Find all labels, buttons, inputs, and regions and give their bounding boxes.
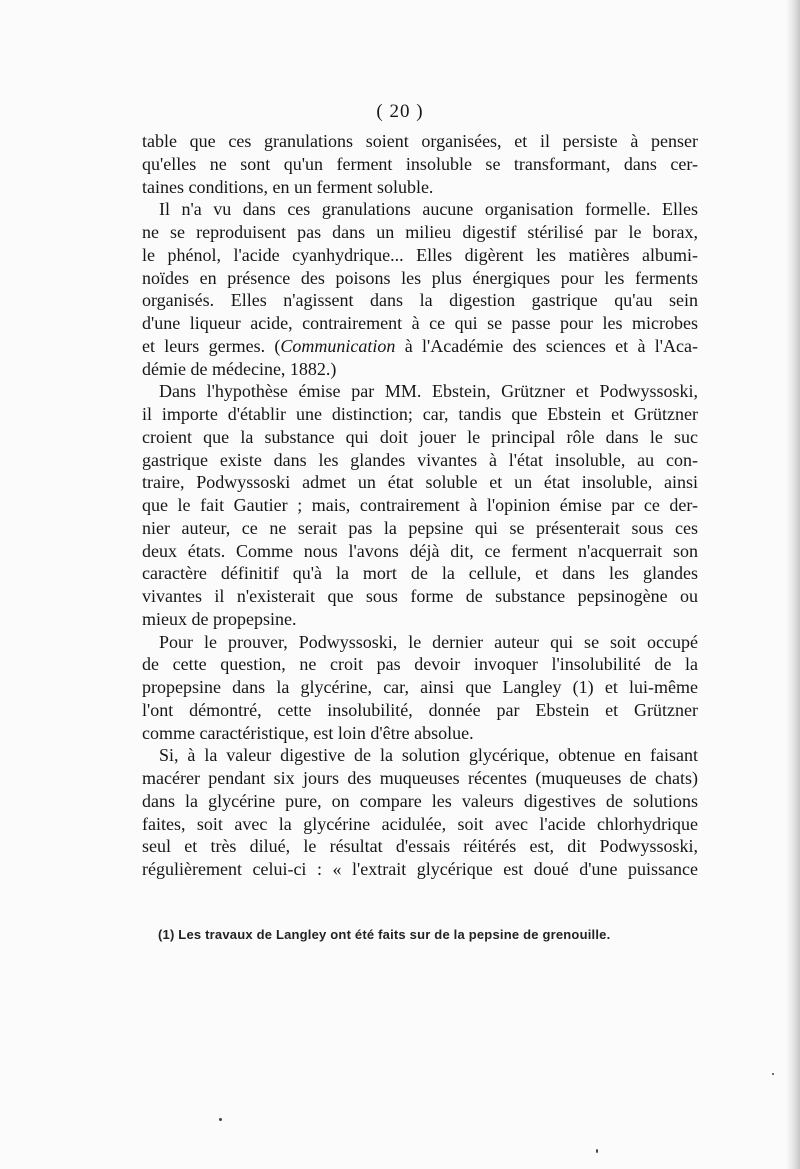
text-line: comme caractéristique, est loin d'être absolue. [142, 722, 474, 743]
text-line: l'ont démontré, cette insolubilité, donnée par Ebstein et Grützner [142, 699, 698, 720]
italic-word: Communication [280, 335, 396, 356]
text-line: Dans l'hypothèse émise par MM. Ebstein, Grützner et Podwyssoski, [159, 381, 698, 402]
text-line: Si, à la valeur digestive de la solution glycérique, obtenue en faisant [159, 745, 698, 766]
page-number: ( 20 ) [376, 101, 424, 122]
text-line: organisés. Elles n'agissent dans la digestion gastrique qu'au sein [142, 290, 698, 311]
text-line: propepsine dans la glycérine, car, ainsi que Langley (1) et lui-même [142, 677, 698, 697]
text-line: ne se reproduisent pas dans un milieu digestif stérilisé par le borax, [142, 222, 698, 242]
text-line: Il n'a vu dans ces granulations aucune organisation formelle. Elles [159, 199, 698, 220]
page-edge-shadow [786, 0, 800, 1169]
paragraph-5 [142, 744, 698, 881]
text-line: nier auteur, ce ne serait pas la pepsine qui se présenterait sous ces [142, 517, 698, 538]
paragraph-4 [142, 631, 698, 745]
text-line: de cette question, ne croit pas devoir invoquer l'insolubilité de la [142, 654, 698, 675]
paper-speck [772, 1073, 774, 1075]
text-line: seul et très dilué, le résultat d'essais réitérés est, dit Podwyssoski, [142, 836, 698, 857]
text-line: il importe d'établir une distinction; car, tandis que Ebstein et Grützner [142, 404, 698, 424]
text-line: vivantes il n'existerait que sous forme de substance pepsinogène ou [142, 586, 698, 606]
paragraph-2 [142, 198, 698, 380]
text-line: deux états. Comme nous l'avons déjà dit, ce ferment n'acquerrait son [142, 540, 698, 561]
paragraph-3 [142, 380, 698, 630]
text-line: que le fait Gautier ; mais, contrairement à l'opinion émise par ce der- [142, 495, 698, 515]
text-line: faites, soit avec la glycérine acidulée, soit avec l'acide chlorhydrique [142, 813, 698, 834]
paper-speck [219, 1118, 222, 1121]
text-line: noïdes en présence des poisons les plus énergiques pour les ferments [142, 267, 698, 288]
text-line: et leurs germes. (Communication à l'Académie des sciences et à l'Aca- [142, 335, 699, 356]
text-line: dans la glycérine pure, on compare les valeurs digestives de solutions [142, 790, 698, 811]
text-line: régulièrement celui-ci : « l'extrait glycérique est doué d'une puissance [142, 859, 698, 879]
text-line: traire, Podwyssoski admet un état soluble et un état insoluble, ainsi [142, 472, 698, 493]
paragraph-1 [142, 130, 698, 198]
paper-speck [596, 1149, 598, 1153]
body-text [142, 130, 698, 881]
text-line: gastrique existe dans les glandes vivantes à l'état insoluble, au con- [142, 449, 698, 470]
footnote: (1) Les travaux de Langley ont été faits sur de la pepsine de grenouille. [158, 927, 611, 942]
text-line: caractère définitif qu'à la mort de la cellule, et dans les glandes [142, 563, 698, 584]
text-line: Pour le prouver, Podwyssoski, le dernier auteur qui se soit occupé [159, 631, 698, 652]
text-line: table que ces granulations soient organisées, et il persiste à penser [142, 131, 698, 151]
text-line: le phénol, l'acide cyanhydrique... Elles digèrent les matières albumi- [142, 244, 698, 265]
text-line: d'une liqueur acide, contrairement à ce qui se passe pour les microbes [142, 313, 698, 333]
text-line: macérer pendant six jours des muqueuses récentes (muqueuses de chats) [142, 768, 698, 788]
text-line: démie de médecine, 1882.) [142, 358, 337, 379]
text-line: qu'elles ne sont qu'un ferment insoluble se transformant, dans cer- [142, 153, 698, 174]
text-line: mieux de propepsine. [142, 608, 297, 629]
text-line: taines conditions, en un ferment soluble. [142, 176, 434, 197]
text-line: croient que la substance qui doit jouer le principal rôle dans le suc [142, 426, 698, 447]
